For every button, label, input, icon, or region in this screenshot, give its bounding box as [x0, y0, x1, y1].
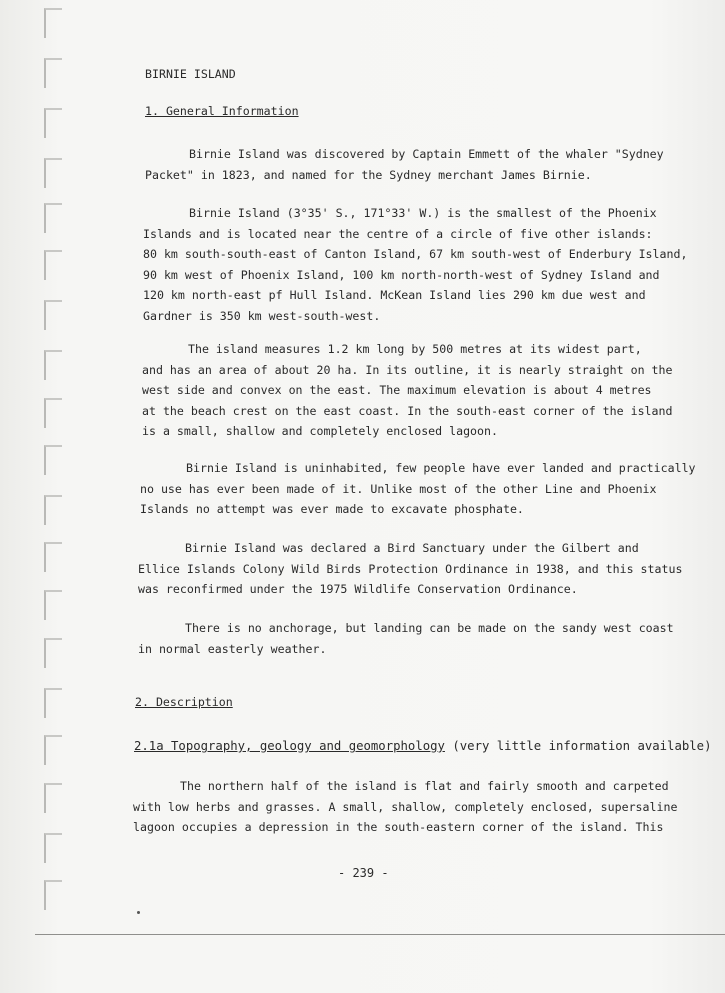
binder-hole-mark [44, 495, 62, 525]
subsection-note: (very little information available) [444, 739, 712, 753]
text-line: was reconfirmed under the 1975 Wildlife Conservation Ordinance. [138, 582, 578, 596]
paragraph-topography [133, 776, 678, 838]
text-line: Islands and is located near the centre of a circle of five other islands: [143, 226, 653, 241]
binder-hole-mark [44, 108, 62, 138]
binder-hole-mark [44, 398, 62, 428]
binder-hole-mark [44, 735, 62, 765]
text-line: Gardner is 350 km west-south-west. [143, 308, 381, 323]
binder-hole-mark [44, 58, 62, 88]
text-line: The island measures 1.2 km long by 500 metres at its widest part, [188, 342, 642, 356]
binder-hole-mark [44, 250, 62, 280]
text-line: and has an area of about 20 ha. In its outline, it is nearly straight on the [142, 362, 673, 377]
paragraph-discovery [145, 144, 685, 185]
text-line: Birnie Island (3°35' S., 171°33' W.) is the smallest of the Phoenix [189, 206, 657, 220]
binder-hole-mark [44, 203, 62, 233]
binder-hole-mark [44, 542, 62, 572]
binder-hole-mark [44, 445, 62, 475]
binder-hole-mark [44, 638, 62, 668]
text-line: Ellice Islands Colony Wild Birds Protection Ordinance in 1938, and this status [138, 561, 683, 576]
text-line: Packet" in 1823, and named for the Sydney merchant James Birnie. [145, 167, 592, 182]
subsection-title: 2.1a Topography, geology and geomorphology [134, 739, 445, 753]
text-line: Birnie Island was discovered by Captain Emmett of the whaler "Sydney [189, 147, 664, 161]
paragraph-location [143, 203, 688, 326]
page-number: - 239 - [338, 866, 389, 880]
binder-hole-mark [44, 350, 62, 380]
binder-hole-mark [44, 590, 62, 620]
subsection-heading-topography [134, 736, 712, 757]
text-line: lagoon occupies a depression in the south-eastern corner of the island. This [133, 820, 664, 834]
binder-hole-mark [44, 783, 62, 813]
section-heading-description: 2. Description [135, 695, 233, 709]
paragraph-landing [138, 618, 678, 659]
binder-hole-mark [44, 688, 62, 718]
binder-hole-mark [44, 158, 62, 188]
document-heading: BIRNIE ISLAND [145, 67, 236, 81]
text-line: The northern half of the island is flat and fairly smooth and carpeted [180, 779, 669, 793]
text-line: 90 km west of Phoenix Island, 100 km north-north-west of Sydney Island and [143, 267, 660, 282]
paragraph-sanctuary [138, 538, 683, 600]
speck [137, 911, 140, 914]
page-bottom-edge [35, 934, 725, 935]
binder-hole-mark [44, 300, 62, 330]
paragraph-habitation [140, 458, 696, 520]
binder-hole-mark [44, 833, 62, 863]
binder-hole-mark [44, 880, 62, 910]
text-line: in normal easterly weather. [138, 641, 327, 656]
text-line: at the beach crest on the east coast. In the south-east corner of the island [142, 403, 673, 418]
text-line: no use has ever been made of it. Unlike most of the other Line and Phoenix [140, 481, 657, 496]
text-line: There is no anchorage, but landing can be made on the sandy west coast [185, 621, 674, 635]
text-line: Birnie Island was declared a Bird Sanctuary under the Gilbert and [185, 541, 639, 555]
paragraph-dimensions [142, 339, 682, 442]
text-line: 120 km north-east pf Hull Island. McKean Island lies 290 km due west and [143, 288, 646, 302]
section-heading-general-information: 1. General Information [145, 104, 299, 118]
binder-hole-mark [44, 8, 62, 38]
text-line: with low herbs and grasses. A small, shallow, completely enclosed, supersaline [133, 799, 678, 814]
text-line: west side and convex on the east. The maximum elevation is about 4 metres [142, 383, 652, 397]
text-line: 80 km south-south-east of Canton Island, 67 km south-west of Enderbury Island, [143, 247, 688, 261]
text-line: Birnie Island is uninhabited, few people have ever landed and practically [186, 461, 696, 475]
text-line: is a small, shallow and completely enclosed lagoon. [142, 424, 498, 438]
text-line: Islands no attempt was ever made to excavate phosphate. [140, 502, 524, 516]
